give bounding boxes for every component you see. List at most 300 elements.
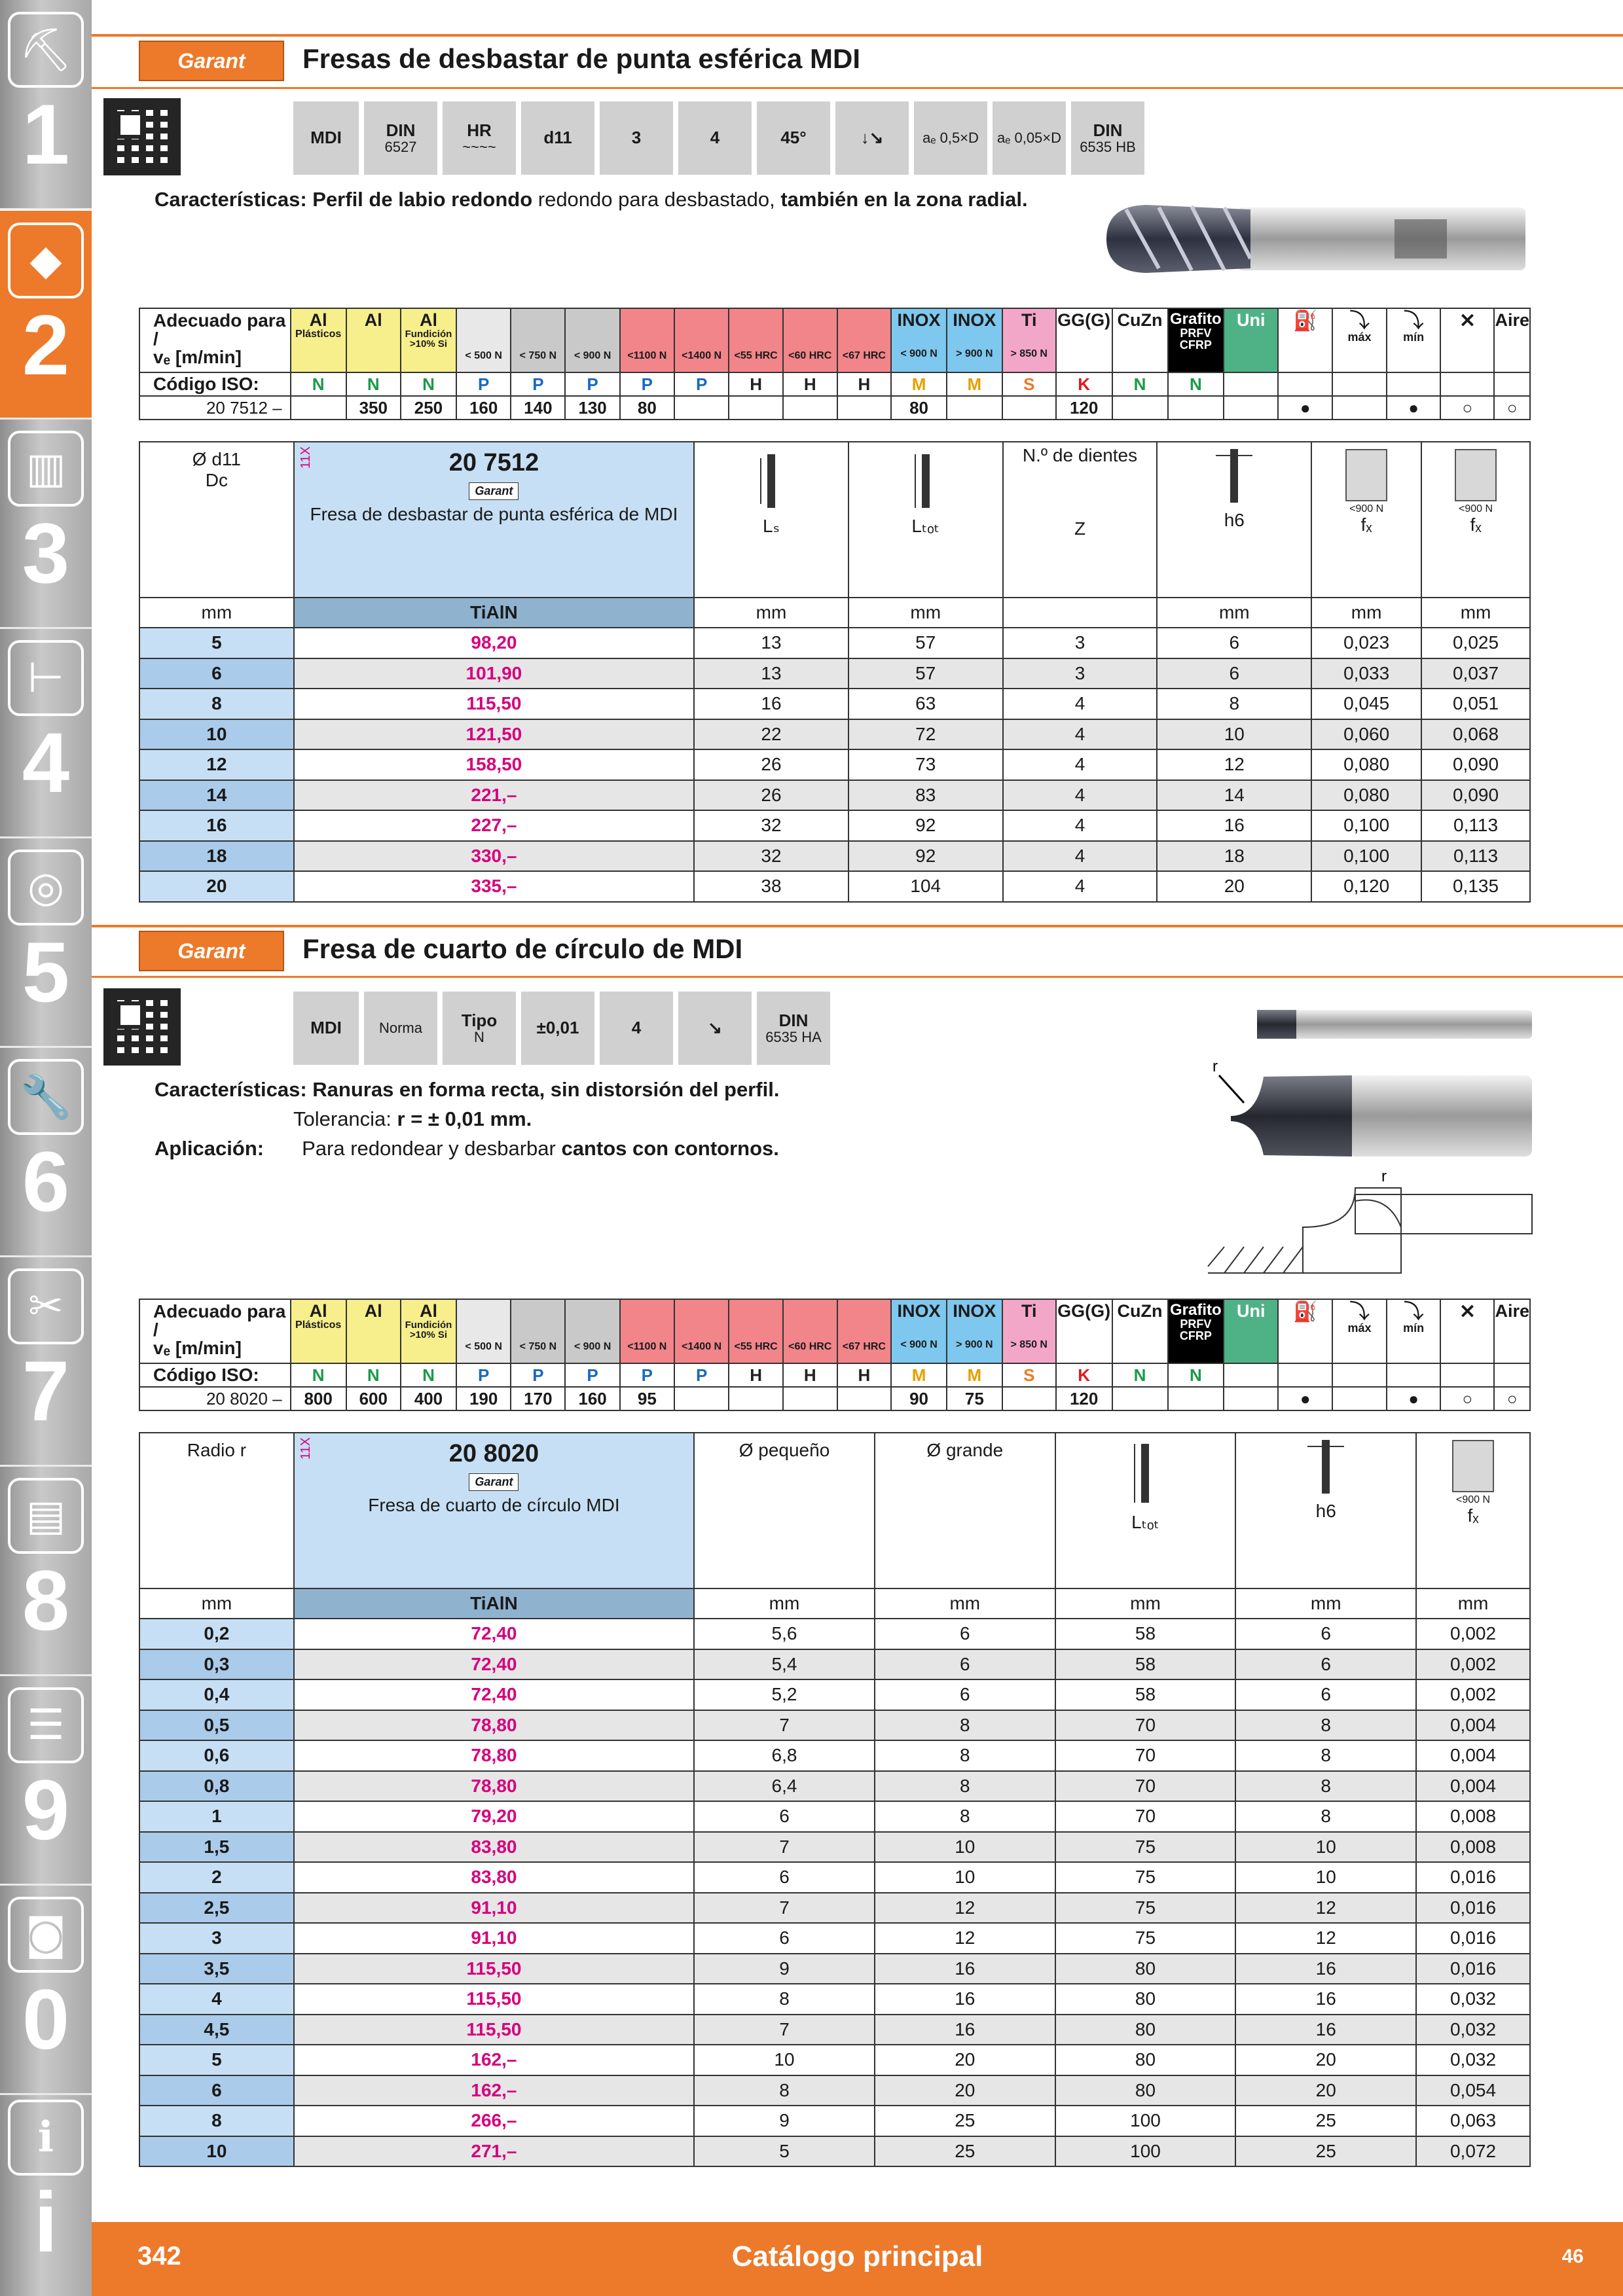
spec-cell: 75 xyxy=(1055,1923,1236,1954)
spec-cell: 10 xyxy=(875,1832,1055,1863)
price-cell: 78,80 xyxy=(294,1740,694,1771)
price-cell: 83,80 xyxy=(294,1862,694,1893)
sidebar-tab-8[interactable] xyxy=(0,1466,92,1676)
spec-cell: 16 xyxy=(1235,2015,1416,2045)
cutting-speed-cell xyxy=(1112,1387,1168,1410)
coolant-emulsion-icon: ⛽ xyxy=(1278,1299,1332,1363)
wrench-icon: 🔧 xyxy=(8,1059,84,1135)
spec-cell: 3 xyxy=(1003,628,1158,658)
table-row[interactable] xyxy=(139,1740,1530,1771)
mat-graphite: Grafito PRFV CFRP xyxy=(1168,308,1224,372)
table-row[interactable] xyxy=(139,1801,1530,1832)
spec-cell: 0,008 xyxy=(1416,1832,1530,1863)
size-cell: 3 xyxy=(139,1923,294,1954)
spec-cell: 6,8 xyxy=(694,1740,875,1771)
cutting-speed-cell: ● xyxy=(1387,396,1440,420)
iso-code-cell: K xyxy=(1056,1363,1112,1387)
spec-cell: 10 xyxy=(694,2045,875,2075)
cutting-speed-cell: ○ xyxy=(1494,396,1530,420)
sidebar-tab-i[interactable] xyxy=(0,2088,92,2296)
spec-cell: 4 xyxy=(1003,871,1158,902)
mat-uni: Uni xyxy=(1224,308,1278,372)
spec-cell: 7 xyxy=(694,2015,875,2045)
spec-cell: 6 xyxy=(1157,658,1311,689)
size-cell: 16 xyxy=(139,810,294,841)
iso-code-cell: H xyxy=(783,1363,837,1387)
spec-cell: 75 xyxy=(1055,1862,1236,1893)
cutting-speed-cell: 170 xyxy=(511,1387,565,1410)
cutting-speed-cell: 250 xyxy=(401,396,456,420)
spec-cell: 0,004 xyxy=(1416,1740,1530,1771)
spec-cell: 0,002 xyxy=(1416,1679,1530,1710)
iso-code-cell: P xyxy=(511,1363,565,1387)
spec-cell: 75 xyxy=(1055,1832,1236,1863)
sidebar-tab-number: 3 xyxy=(22,505,70,601)
spec-cell: 20 xyxy=(1157,871,1311,902)
garant-logo: Garant xyxy=(139,41,284,81)
price-cell: 115,50 xyxy=(294,2015,694,2045)
cutting-speed-cell: 800 xyxy=(291,1387,346,1410)
size-cell: 2 xyxy=(139,1862,294,1893)
spec-cell: 63 xyxy=(848,689,1003,719)
spec-cell: 32 xyxy=(694,841,848,872)
iso-code-cell xyxy=(1278,372,1332,396)
table-row[interactable] xyxy=(139,1619,1530,1649)
price-cell: 266,– xyxy=(294,2106,694,2136)
spec-cell: 8 xyxy=(1157,689,1311,719)
section2-property-icon: MDI xyxy=(293,992,359,1065)
cutting-speed-cell xyxy=(947,396,1002,420)
cutting-speed-cell: 350 xyxy=(346,396,401,420)
cabinet-icon: ☰ xyxy=(8,1687,84,1763)
chapter-sidebar xyxy=(0,0,92,2296)
section1-property-icon: DIN 6527 xyxy=(364,101,437,175)
spec-cell: 3 xyxy=(1003,658,1158,689)
cutting-speed-cell xyxy=(1224,396,1278,420)
size-cell: 18 xyxy=(139,841,294,872)
price-cell: 115,50 xyxy=(294,1954,694,1984)
cutting-speed-cell: ○ xyxy=(1440,396,1494,420)
iso-code-cell: N xyxy=(1168,372,1224,396)
price-cell: 115,50 xyxy=(294,1984,694,2015)
iso-code-cell xyxy=(1440,1363,1494,1387)
spec-cell: 0,033 xyxy=(1311,658,1421,689)
spec-cell: 6 xyxy=(694,1923,875,1954)
spec-cell: 26 xyxy=(694,749,848,780)
iso-code-cell xyxy=(1332,372,1387,396)
table-row[interactable] xyxy=(139,1710,1530,1741)
spec-cell: 16 xyxy=(694,689,848,719)
mat-hard-55: <55 HRC xyxy=(729,308,783,372)
spec-cell: 16 xyxy=(1235,1954,1416,1984)
spec-cell: 0,060 xyxy=(1311,719,1421,750)
ltot-header: Lₜₒₜ xyxy=(1055,1433,1236,1588)
size-cell: 20 xyxy=(139,871,294,902)
spec-cell: 6 xyxy=(1235,1649,1416,1680)
sidebar-tab-5[interactable] xyxy=(0,838,92,1047)
price-cell: 91,10 xyxy=(294,1893,694,1924)
price-cell: 115,50 xyxy=(294,689,694,719)
iso-code-cell: N xyxy=(291,1363,346,1387)
iso-code-cell: N xyxy=(346,1363,401,1387)
table-row[interactable] xyxy=(139,658,1530,689)
spec-cell: 83 xyxy=(848,780,1003,811)
size-cell: 12 xyxy=(139,749,294,780)
spec-cell: 0,054 xyxy=(1416,2075,1530,2106)
spec-cell: 13 xyxy=(694,658,848,689)
sidebar-tab-number: 2 xyxy=(22,297,70,393)
iso-label: Código ISO: xyxy=(139,372,291,396)
table-row[interactable] xyxy=(139,749,1530,780)
large-diameter-header: Ø grande xyxy=(875,1433,1055,1588)
spec-cell: 8 xyxy=(875,1801,1055,1832)
iso-code-cell xyxy=(1387,372,1440,396)
page-number: 342 xyxy=(137,2242,181,2270)
section1-property-icon: aₑ 0,05×D xyxy=(993,101,1066,175)
spec-cell: 25 xyxy=(875,2136,1055,2167)
iso-code-cell: P xyxy=(511,372,565,396)
size-cell: 14 xyxy=(139,780,294,811)
table-row[interactable] xyxy=(139,1832,1530,1863)
spec-cell: 0,032 xyxy=(1416,2015,1530,2045)
size-cell: 4,5 xyxy=(139,2015,294,2045)
table-row[interactable] xyxy=(139,1923,1530,1954)
section2-property-icon: DIN 6535 HA xyxy=(757,992,830,1065)
spec-cell: 0,016 xyxy=(1416,1923,1530,1954)
spec-cell: 18 xyxy=(1157,841,1311,872)
spec-cell: 0,045 xyxy=(1311,689,1421,719)
cutting-speed-cell: 600 xyxy=(346,1387,401,1410)
cutting-speed-cell: 160 xyxy=(565,1387,619,1410)
spec-cell: 0,072 xyxy=(1416,2136,1530,2167)
iso-code-cell: P xyxy=(674,1363,729,1387)
section1-suitability-table xyxy=(139,308,1531,420)
mat-al: Al xyxy=(346,308,401,372)
size-cell: 0,2 xyxy=(139,1619,294,1649)
iso-code-cell: M xyxy=(891,372,947,396)
cutting-speed-cell: 160 xyxy=(456,396,511,420)
spec-cell: 26 xyxy=(694,780,848,811)
iso-code-cell: S xyxy=(1002,372,1056,396)
spec-cell: 70 xyxy=(1055,1740,1236,1771)
table-row[interactable] xyxy=(139,810,1530,841)
spec-cell: 73 xyxy=(848,749,1003,780)
cutting-speed-cell xyxy=(1002,396,1056,420)
spec-cell: 0,068 xyxy=(1421,719,1530,750)
price-cell: 83,80 xyxy=(294,1832,694,1863)
sidebar-tab-3[interactable] xyxy=(0,419,92,628)
spec-cell: 6 xyxy=(694,1801,875,1832)
toolbox-icon: ▤ xyxy=(8,1478,84,1554)
spec-cell: 12 xyxy=(1235,1893,1416,1924)
spec-cell: 0,016 xyxy=(1416,1954,1530,1984)
iso-code-cell: M xyxy=(947,1363,1002,1387)
size-cell: 1 xyxy=(139,1801,294,1832)
spec-cell: 0,016 xyxy=(1416,1893,1530,1924)
spec-cell: 20 xyxy=(875,2045,1055,2075)
sidebar-tab-7[interactable] xyxy=(0,1257,92,1466)
spec-cell: 5,4 xyxy=(694,1649,875,1680)
section2-top-rule xyxy=(92,925,1623,927)
section1-property-icons xyxy=(293,101,1144,175)
spec-cell: 7 xyxy=(694,1832,875,1863)
spec-cell: 0,100 xyxy=(1311,841,1421,872)
iso-code-cell xyxy=(1494,372,1530,396)
spec-cell: 100 xyxy=(1055,2106,1236,2136)
cutting-speed-cell: 130 xyxy=(565,396,619,420)
spec-cell: 14 xyxy=(1157,780,1311,811)
cutting-speed-cell: 400 xyxy=(401,1387,456,1410)
mat-steel-1400: <1400 N xyxy=(674,308,729,372)
spec-cell: 7 xyxy=(694,1893,875,1924)
sidebar-tab-0[interactable] xyxy=(0,1885,92,2094)
spec-cell: 10 xyxy=(1157,719,1311,750)
section2-property-icon: ±0,01 xyxy=(521,992,594,1065)
mat-ti: Ti > 850 N xyxy=(1002,308,1056,372)
table-row[interactable] xyxy=(139,2045,1530,2075)
spec-cell: 12 xyxy=(875,1893,1055,1924)
cutting-speed-cell xyxy=(1332,1387,1387,1410)
price-cell: 72,40 xyxy=(294,1679,694,1710)
size-cell: 0,6 xyxy=(139,1740,294,1771)
table-row[interactable] xyxy=(139,1984,1530,2015)
cutting-speed-cell xyxy=(1224,1387,1278,1410)
spec-cell: 8 xyxy=(1235,1801,1416,1832)
table-row[interactable] xyxy=(139,1679,1530,1710)
spec-cell: 0,080 xyxy=(1311,749,1421,780)
table-row[interactable] xyxy=(139,628,1530,658)
sidebar-tab-1[interactable] xyxy=(0,0,92,209)
price-cell: 162,– xyxy=(294,2075,694,2106)
sidebar-tab-number: 8 xyxy=(22,1552,70,1648)
spec-cell: 4 xyxy=(1003,841,1158,872)
spec-cell: 16 xyxy=(1235,1984,1416,2015)
table-row[interactable] xyxy=(139,2106,1530,2136)
ltot-header: Lₜₒₜ xyxy=(848,442,1003,598)
spec-cell: 0,135 xyxy=(1421,871,1530,902)
table-row[interactable] xyxy=(139,2136,1530,2167)
spec-cell: 0,008 xyxy=(1416,1801,1530,1832)
coolant-min-icon: ⤵ mín xyxy=(1387,308,1440,372)
spec-cell: 0,113 xyxy=(1421,841,1530,872)
teeth-header: N.º de dientes Z xyxy=(1003,442,1158,598)
table-row[interactable] xyxy=(139,871,1530,902)
size-cell: 8 xyxy=(139,2106,294,2136)
spec-cell: 0,023 xyxy=(1311,628,1421,658)
size-cell: 0,8 xyxy=(139,1771,294,1802)
cutting-speed-cell: 95 xyxy=(620,1387,674,1410)
spec-cell: 4 xyxy=(1003,810,1158,841)
sidebar-tab-2[interactable] xyxy=(0,209,92,419)
coolant-min-icon: ⤵ mín xyxy=(1387,1299,1440,1363)
spec-cell: 57 xyxy=(848,628,1003,658)
size-cell: 8 xyxy=(139,689,294,719)
size-cell: 6 xyxy=(139,658,294,689)
sidebar-tab-4[interactable] xyxy=(0,628,92,838)
size-cell: 2,5 xyxy=(139,1893,294,1924)
spec-cell: 12 xyxy=(1157,749,1311,780)
spec-cell: 80 xyxy=(1055,2045,1236,2075)
section1-property-icon: DIN 6535 HB xyxy=(1071,101,1144,175)
table-row[interactable] xyxy=(139,1954,1530,1984)
spec-cell: 10 xyxy=(1235,1862,1416,1893)
mat-hard-67: <67 HRC xyxy=(837,308,892,372)
price-cell: 72,40 xyxy=(294,1619,694,1649)
spec-cell: 32 xyxy=(694,810,848,841)
iso-code-cell: H xyxy=(837,1363,892,1387)
section2-title: Fresa de cuarto de círculo de MDI xyxy=(302,933,743,964)
spec-cell: 58 xyxy=(1055,1649,1236,1680)
spec-cell: 9 xyxy=(694,2106,875,2136)
spec-cell: 6 xyxy=(875,1679,1055,1710)
cutting-speed-cell xyxy=(1112,396,1168,420)
spec-cell: 5,2 xyxy=(694,1679,875,1710)
mat-air: Aire xyxy=(1494,308,1530,372)
section2-property-icons xyxy=(293,992,830,1065)
cutting-speed-cell: 140 xyxy=(511,396,565,420)
tool-holder-icon: ▥ xyxy=(8,431,84,507)
size-cell: 3,5 xyxy=(139,1954,294,1984)
cutting-speed-cell: ○ xyxy=(1440,1387,1494,1410)
spec-cell: 20 xyxy=(1235,2045,1416,2075)
price-cell: 78,80 xyxy=(294,1710,694,1741)
spec-cell: 10 xyxy=(1235,1832,1416,1863)
sidebar-tab-number: 7 xyxy=(22,1343,70,1439)
section2-characteristics: Características: Ranuras en forma recta, sin distorsión del perfil. Tolerancia: r = ± 0,01 mm. Aplicación: Para redondear y desbarbar cantos con contornos. xyxy=(155,1078,780,1160)
spec-cell: 0,090 xyxy=(1421,749,1530,780)
qr-code[interactable] xyxy=(103,988,181,1066)
catalog-title: Catálogo principal xyxy=(731,2240,983,2272)
iso-code-cell: P xyxy=(674,372,729,396)
iso-code-cell: P xyxy=(565,1363,619,1387)
spec-cell: 70 xyxy=(1055,1801,1236,1832)
table-row[interactable] xyxy=(139,689,1530,719)
spec-cell: 70 xyxy=(1055,1710,1236,1741)
qr-code[interactable] xyxy=(103,98,181,175)
spec-cell: 100 xyxy=(1055,2136,1236,2167)
spec-cell: 70 xyxy=(1055,1771,1236,1802)
section2-property-icon: 4 xyxy=(600,992,673,1065)
spec-cell: 0,113 xyxy=(1421,810,1530,841)
mat-steel-900: < 900 N xyxy=(565,308,619,372)
table-row[interactable] xyxy=(139,2075,1530,2106)
mat-steel-750: < 750 N xyxy=(511,308,565,372)
spec-cell: 92 xyxy=(848,841,1003,872)
size-cell: 0,5 xyxy=(139,1710,294,1741)
table-row[interactable] xyxy=(139,2015,1530,2045)
iso-code-cell: S xyxy=(1002,1363,1056,1387)
table-row[interactable] xyxy=(139,1771,1530,1802)
size-cell: 6 xyxy=(139,2075,294,2106)
spec-cell: 0,032 xyxy=(1416,2045,1530,2075)
spec-cell: 8 xyxy=(875,1710,1055,1741)
spec-cell: 0,004 xyxy=(1416,1771,1530,1802)
spec-cell: 8 xyxy=(875,1740,1055,1771)
spec-cell: 6 xyxy=(875,1619,1055,1649)
article-header: 11X 20 8020 Garant Fresa de cuarto de círculo MDI xyxy=(294,1433,694,1588)
mat-al-plastics: Al Plásticos xyxy=(291,308,346,372)
fz-slot-header: <900 N fₓ xyxy=(1311,442,1421,598)
coolant-max-icon: ⤵ máx xyxy=(1332,308,1387,372)
table-row[interactable] xyxy=(139,1862,1530,1893)
h6-header: h6 xyxy=(1235,1433,1416,1588)
cutting-speed-cell xyxy=(1332,396,1387,420)
iso-code-cell: K xyxy=(1056,372,1112,396)
table-row[interactable] xyxy=(139,841,1530,872)
mat-inox-900: INOX < 900 N xyxy=(891,308,947,372)
spec-cell: 16 xyxy=(875,1954,1055,1984)
spec-cell: 92 xyxy=(848,810,1003,841)
spec-cell: 8 xyxy=(1235,1710,1416,1741)
spec-cell: 13 xyxy=(694,628,848,658)
section1-title: Fresas de desbastar de punta esférica MDI xyxy=(302,43,860,74)
spec-cell: 10 xyxy=(875,1862,1055,1893)
spec-cell: 6 xyxy=(875,1649,1055,1680)
mat-cuzn: CuZn xyxy=(1112,308,1168,372)
spec-cell: 6 xyxy=(1235,1619,1416,1649)
sidebar-tab-number: 1 xyxy=(22,86,70,182)
iso-code-cell: H xyxy=(783,372,837,396)
price-cell: 158,50 xyxy=(294,749,694,780)
price-cell: 121,50 xyxy=(294,719,694,750)
cutting-speed-cell: 80 xyxy=(620,396,674,420)
spec-cell: 5,6 xyxy=(694,1619,875,1649)
table-row[interactable] xyxy=(139,780,1530,811)
mat-hard-60: <60 HRC xyxy=(783,308,837,372)
cutting-speed-cell xyxy=(1168,1387,1224,1410)
spec-cell: 57 xyxy=(848,658,1003,689)
cutting-speed-cell xyxy=(783,396,837,420)
spec-cell: 6 xyxy=(694,1862,875,1893)
sidebar-tab-6[interactable] xyxy=(0,1047,92,1257)
table-row[interactable] xyxy=(139,719,1530,750)
page-counter: 46 xyxy=(1561,2246,1584,2267)
spec-cell: 0,051 xyxy=(1421,689,1530,719)
drill-icon: ⛏ xyxy=(8,12,84,88)
section1-top-rule xyxy=(92,34,1623,37)
table-row[interactable] xyxy=(139,1893,1530,1924)
section1-property-icon: aₑ 0,5×D xyxy=(914,101,987,175)
spec-cell: 16 xyxy=(1157,810,1311,841)
section1-property-icon: ↓↘ xyxy=(835,101,909,175)
no-coolant-icon: ✕ xyxy=(1440,1299,1494,1363)
iso-code-cell: N xyxy=(401,1363,456,1387)
spec-cell: 20 xyxy=(1235,2075,1416,2106)
iso-code-cell: P xyxy=(565,372,619,396)
cutting-speed-cell xyxy=(674,1387,729,1410)
spec-cell: 8 xyxy=(694,2075,875,2106)
spec-cell: 80 xyxy=(1055,1954,1236,1984)
section1-property-icon: 45° xyxy=(757,101,830,175)
sidebar-tab-9[interactable] xyxy=(0,1676,92,1885)
small-diameter-header: Ø pequeño xyxy=(694,1433,875,1588)
coolant-emulsion-icon: ⛽ xyxy=(1278,308,1332,372)
section2-property-icon: Tipo N xyxy=(443,992,516,1065)
spec-cell: 8 xyxy=(875,1771,1055,1802)
spec-cell: 0,120 xyxy=(1311,871,1421,902)
sidebar-tab-number: 6 xyxy=(22,1134,70,1229)
table-row[interactable] xyxy=(139,1649,1530,1680)
iso-code-cell: P xyxy=(456,1363,511,1387)
section2-property-icon: Norma xyxy=(364,992,437,1065)
spec-cell: 0,025 xyxy=(1421,628,1530,658)
price-cell: 162,– xyxy=(294,2045,694,2075)
coating-label: TiAlN xyxy=(294,1588,694,1619)
svg-text:r: r xyxy=(1213,1058,1218,1075)
iso-code-cell: N xyxy=(291,372,346,396)
size-cell: 0,3 xyxy=(139,1649,294,1680)
spec-cell: 0,090 xyxy=(1421,780,1530,811)
